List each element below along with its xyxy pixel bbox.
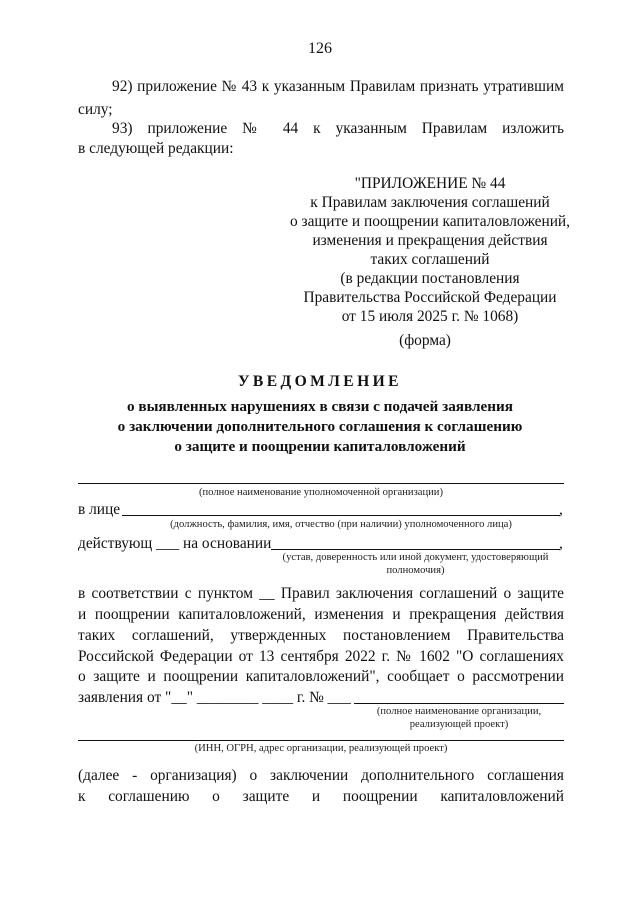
acting-label: действующ ___ на основании <box>78 535 272 552</box>
item-92-line-1: 92) приложение № 43 к указанным Правилам признать утратившим <box>112 78 564 95</box>
inn-field-line[interactable] <box>78 740 564 741</box>
notice-subtitle-line: о защите и поощрении капиталовложений <box>174 438 466 455</box>
notice-title: УВЕДОМЛЕНИЕ <box>238 373 402 390</box>
item-93-line-1: 93) приложение № 44 к указанным Правилам изложить <box>112 120 564 137</box>
notice-subtitle-line: о выявленных нарушениях в связи с подачей заявления <box>126 398 513 415</box>
in-person-label: в лице <box>78 501 121 518</box>
notice-subtitle-line: о заключении дополнительного соглашения к соглашению <box>117 418 523 435</box>
inn-caption: (ИНН, ОГРН, адрес организации, реализующей проект) <box>194 743 448 754</box>
comma: , <box>559 501 563 518</box>
basis-field-line[interactable] <box>271 549 560 550</box>
item-93-line-2: в следующей редакции: <box>78 140 234 157</box>
impl-org-field-line[interactable] <box>354 703 564 704</box>
basis-caption-line: (устав, доверенность или иной документ, удостоверяющий <box>282 552 549 563</box>
body-line: о защите и поощрении капиталовложений", сообщает о рассмотрении <box>78 668 564 685</box>
appendix-header-line: к Правилам заключения соглашений <box>310 194 550 211</box>
org-name-field-line[interactable] <box>78 483 564 484</box>
impl-org-caption-line: (полное наименование организации, <box>376 706 542 717</box>
person-caption: (должность, фамилия, имя, отчество (при наличии) уполномоченного лица) <box>170 519 512 530</box>
body-line: таких соглашений, утвержденных постановлением Правительства <box>78 627 564 644</box>
basis-caption-line: полномочия) <box>386 565 445 576</box>
appendix-header-line: Правительства Российской Федерации <box>303 289 557 306</box>
appendix-header-line: о защите и поощрении капиталовложений, <box>289 213 571 230</box>
closing-line: к соглашению о защите и поощрении капиталовложений <box>78 788 564 805</box>
appendix-header-line: (в редакции постановления <box>340 270 520 287</box>
body-line: и поощрении капиталовложений, изменения и прекращения действия <box>78 606 564 623</box>
appendix-header-line: "ПРИЛОЖЕНИЕ № 44 <box>354 175 506 192</box>
form-label: (форма) <box>399 332 451 349</box>
appendix-header-line: таких соглашений <box>370 251 490 268</box>
appendix-header-line: изменения и прекращения действия <box>312 232 548 249</box>
closing-line: (далее - организация) о заключении дополнительного соглашения <box>78 767 564 784</box>
body-line: Российской Федерации от 13 сентября 2022 г. № 1602 "О соглашениях <box>78 648 564 665</box>
person-field-line[interactable] <box>122 515 560 516</box>
comma: , <box>559 535 563 552</box>
impl-org-caption-line: реализующей проект) <box>409 719 509 730</box>
body-line: в соответствии с пунктом __ Правил заключения соглашений о защите <box>78 585 564 602</box>
page-number: 126 <box>308 40 332 57</box>
item-92-line-2: силу; <box>78 101 113 118</box>
org-name-caption: (полное наименование уполномоченной организации) <box>198 487 444 498</box>
application-from-label: заявления от "__" ________ ____ г. № ___ <box>78 689 351 706</box>
appendix-header-line: от 15 июля 2025 г. № 1068) <box>341 308 519 325</box>
